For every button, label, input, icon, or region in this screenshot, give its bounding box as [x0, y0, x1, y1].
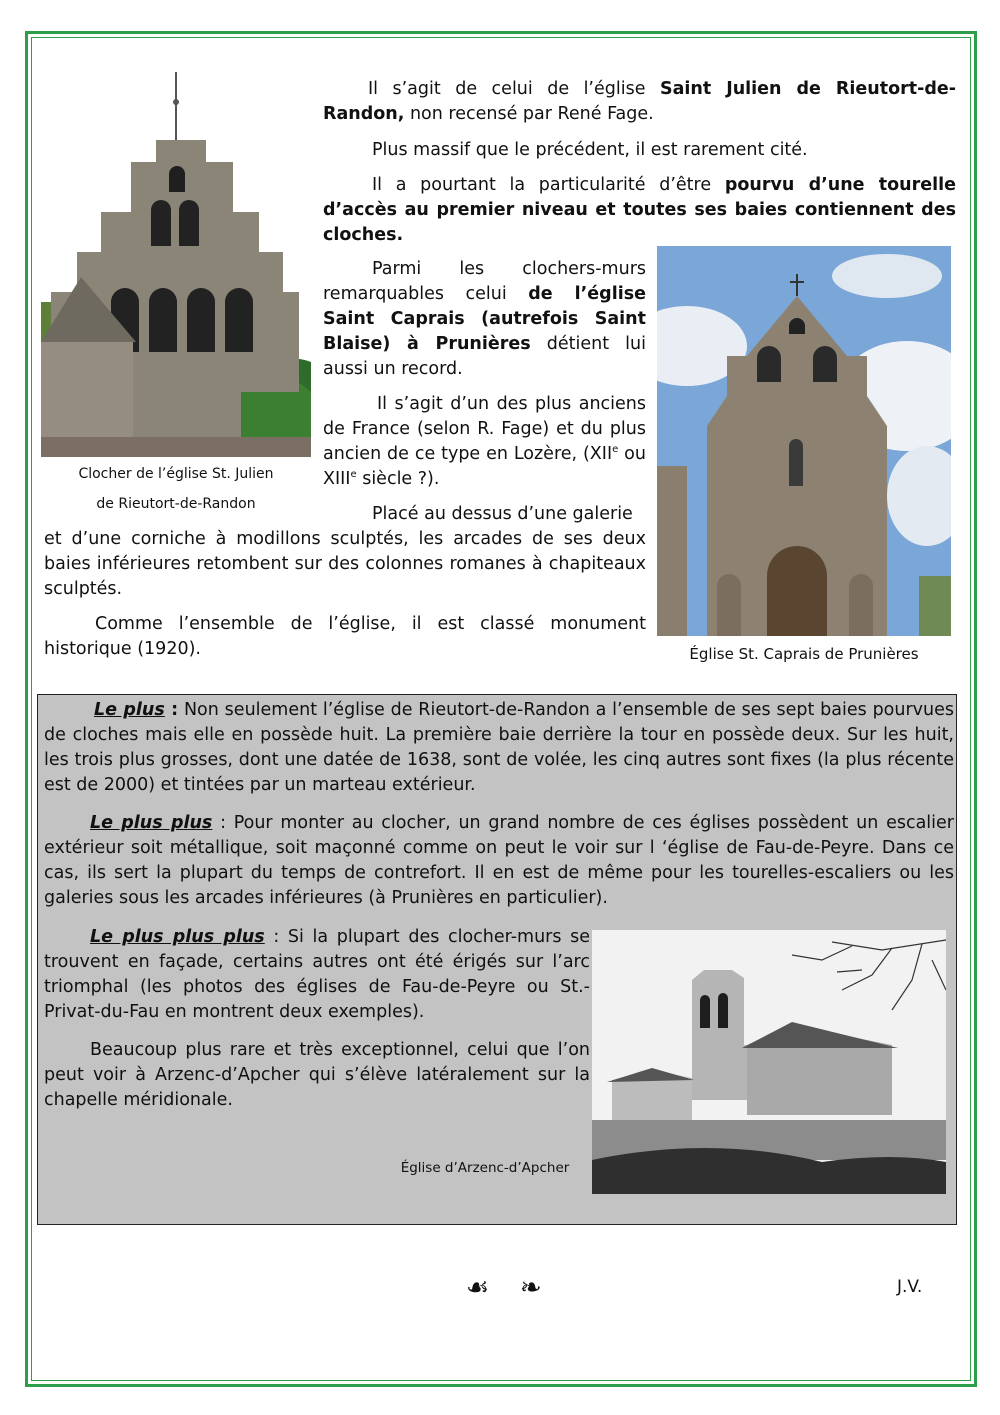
para1-rest: non recensé par René Fage. — [404, 104, 654, 124]
para5-end: siècle ?). — [356, 469, 440, 489]
para-place-rest: et d’une corniche à modillons sculptés, les arcades de ses deux baies inférieures retombent sur des colonnes romanes à chapiteaux sculptés. — [44, 529, 646, 599]
para-plus-massif: Plus massif que le précédent, il est rarement cité. — [372, 140, 808, 160]
para-particularite — [323, 173, 956, 248]
para5-sup1: e — [612, 444, 619, 456]
photo-arzenc-church — [592, 930, 946, 1194]
label-le-plus-plus-plus: Le plus plus plus — [90, 927, 265, 947]
footer-ornament-left: ☙ — [466, 1273, 490, 1303]
text-le-plus: Non seulement l’église de Rieutort-de-Randon a l’ensemble de ses sept baies pourvues de cloches mais elle en possède huit. La première baie derrière la tour en possède deux. Sur les huit, les trois plus grosses, dont une datée de 1638, sont de volée, les cinq autres sont fixes (la plus récente est de 2000) et tintées par un marteau extérieur. — [44, 700, 955, 795]
para-place-first: Placé au dessus d’une galerie — [372, 504, 633, 524]
photo-prunieres-church — [657, 246, 951, 636]
para-le-plus-plus — [44, 811, 954, 911]
caption-arzenc: Église d’Arzenc-d’Apcher — [400, 1160, 570, 1176]
caption-prunieres: Église St. Caprais de Prunières — [689, 645, 919, 663]
para5-main: Il s’agit d’un des plus anciens de France (selon R. Fage) et du plus ancien de ce type en Lozère, (XII — [323, 394, 646, 464]
para-plus-anciens — [323, 392, 646, 492]
footer-ornament-right: ❧ — [520, 1273, 542, 1303]
label-le-plus-colon: : — [164, 700, 179, 720]
para3-bold: pourvu d’une tourelle d’accès au premier niveau et toutes ses baies contiennent des cloches. — [323, 175, 956, 245]
para1-start: Il s’agit de celui de l’église — [368, 79, 660, 99]
para4-start: Parmi les clochers-murs remarquables celui — [323, 259, 646, 304]
para5-sup2: e — [350, 469, 357, 481]
para5-mid: ou XIII — [323, 444, 646, 489]
label-le-plus-plus: Le plus plus — [90, 813, 213, 833]
para-le-plus — [44, 698, 954, 798]
footer-signature: J.V. — [897, 1277, 923, 1297]
para-parmi — [323, 257, 646, 382]
text-le-plus-plus-plus: : Si la plupart des clocher-murs se trouvent en façade, certains autres ont été érigés sur l’arc triomphal (les photos des églises de Fau-de-Peyre ou St.-Privat-du-Fau en montrent deux exemples). — [44, 927, 590, 1022]
para-le-plus-plus-plus — [44, 925, 590, 1025]
caption-rieutort-line2: de Rieutort-de-Randon — [96, 496, 256, 512]
caption-rieutort-line1: Clocher de l’église St. Julien — [78, 466, 274, 482]
caption-rieutort — [41, 462, 311, 516]
para-saint-julien — [323, 77, 956, 127]
para1-bold: Saint Julien de Rieutort-de-Randon, — [323, 79, 957, 124]
para4-bold: de l’église Saint Caprais (autrefois Saint Blaise) à Prunières — [323, 284, 646, 354]
para-arzenc: Beaucoup plus rare et très exceptionnel, celui que l’on peut voir à Arzenc-d’Apcher qui s’élève latéralement sur la chapelle méridionale. — [44, 1040, 590, 1110]
para3-start: Il a pourtant la particularité d’être — [372, 175, 725, 195]
para4-rest: détient lui aussi un record. — [323, 334, 646, 379]
text-le-plus-plus: : Pour monter au clocher, un grand nombre de ces églises possèdent un escalier extérieur soit métallique, soit maçonné comme on peut le voir sur l ‘église de Fau-de-Peyre. Dans ce cas, ils sert la plupart du temps de contrefort. Il en est de même pour les tourelles-escaliers ou les galeries sous les arcades inférieures (à Prunières en particulier). — [44, 813, 954, 908]
photo-rieutort-belltower — [41, 62, 311, 457]
label-le-plus: Le plus — [94, 700, 165, 720]
para-monument: Comme l’ensemble de l’église, il est classé monument historique (1920). — [44, 614, 646, 659]
